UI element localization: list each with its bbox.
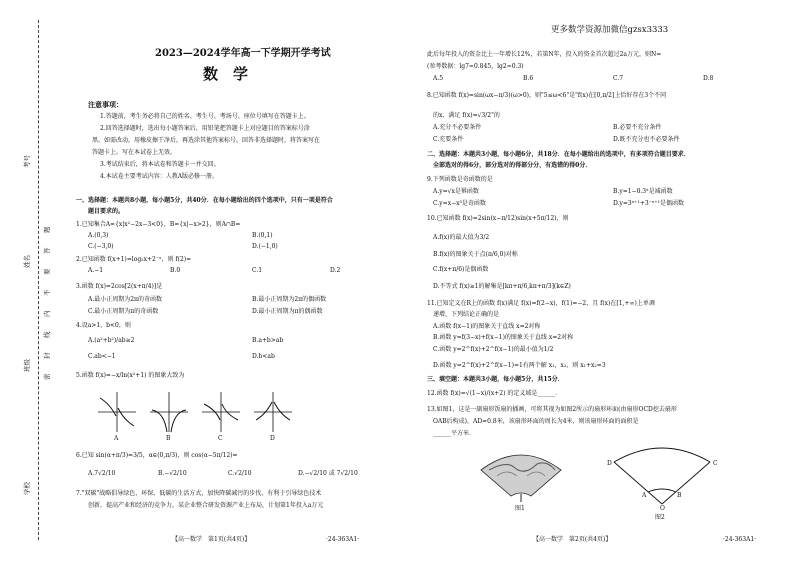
q1-stem: 1.已知集合A={x|x²−2x−3<0}，B={x|−x>2}，则A∩B= — [76, 221, 241, 228]
q10-option-b: B.f(x)的图象关于点(π/6,0)对称 — [433, 251, 518, 258]
q2-option-c: C.1 — [252, 267, 263, 274]
fan-illustration — [477, 446, 565, 504]
q3-option-c: C.最小正周期为π的奇函数 — [88, 308, 159, 315]
left-footer: 【高一数学 第1页(共4页)】 — [172, 536, 251, 543]
fig2-caption: 图2 — [655, 514, 665, 521]
q12-text: 12.函数 f(x)=√(1−x)/(x+2) 的定义域是______． — [427, 390, 562, 397]
note-item: 1.答题前，考生务必将自己的姓名、考生号、考场号、座位号填写在答题卡上。 — [100, 113, 310, 120]
q8-option-a: A.充分不必要条件 — [433, 124, 482, 131]
q5-graph-d — [254, 390, 292, 434]
q5-label-b: B — [166, 435, 171, 442]
note-item: 答题卡上。写在本试卷上无效。 — [92, 149, 177, 156]
fig2-label-a: A — [642, 492, 647, 499]
binding-label-school: 学校 — [23, 482, 31, 495]
q5-label-a: A — [114, 435, 119, 442]
q6-option-a: A.7√2/10 — [88, 470, 116, 477]
section2-heading-cont: 全部选对的得6分，部分选对的得部分分，有选错的得0分． — [433, 162, 592, 169]
q5-stem: 5.函数 f(x)=−x/ln(x²+1) 的图象大致为 — [76, 372, 185, 379]
q7-option-d: D.8 — [703, 75, 714, 82]
q4-option-c: C.ab<−1 — [88, 353, 116, 360]
q2-option-d: D.2 — [330, 267, 341, 274]
q9-option-b: B.y=1−0.3ˣ是减函数 — [613, 188, 673, 195]
seal-line-text: 密 封 线 内 不 要 答 题 — [43, 222, 51, 380]
binding-label-id: 考号 — [23, 155, 31, 168]
q9-option-c: C.y=x−x³是奇函数 — [433, 200, 486, 207]
q1-option-d: D.(−1,0) — [252, 243, 278, 250]
fig2-label-o: O — [660, 505, 665, 512]
q11-option-b: B.函数 y=f(3−x)+f(x−1)的图象关于直线 x=2对称 — [433, 334, 574, 341]
q8-option-b: B.必要不充分条件 — [613, 124, 662, 131]
note-item: 2.回答选择题时，选出每小题答案后，用铅笔把答题卡上对应题目的答案标号涂 — [100, 125, 310, 132]
q9-stem: 9.下列函数是奇函数的是 — [427, 176, 493, 183]
q3-option-d: D.最小正周期为π的偶函数 — [252, 308, 323, 315]
watermark: 更多数学资源加微信gzsx3333 — [551, 25, 669, 35]
q1-option-a: A.(0,3) — [88, 232, 109, 239]
q7-option-c: C.7 — [613, 75, 624, 82]
fig2-label-c: C — [713, 460, 718, 467]
notes-title: 注意事项： — [88, 100, 123, 109]
q4-option-b: B.a+b>ab — [252, 337, 284, 344]
q6-option-b: B.−√2/10 — [158, 470, 187, 477]
q2-stem: 2.已知函数 f(x+1)=log₂x+2⁻ˣ，则 f(2)= — [76, 256, 192, 263]
subject-title: 数 学 — [203, 65, 249, 83]
fig2-label-d: D — [607, 460, 612, 467]
q4-option-d: D.b<ab — [252, 353, 275, 360]
binding-label-class: 班级 — [23, 359, 31, 372]
section3-heading: 三、填空题：本题共3小题，每小题5分，共15分． — [427, 376, 564, 383]
q1-option-c: C.(−3,0) — [88, 243, 114, 250]
q4-stem: 4.设a>1，b<0，则 — [76, 322, 131, 329]
right-footer: 【高一数学 第2页(共4页)】 — [533, 536, 612, 543]
q1-option-b: B.(0,1) — [252, 232, 273, 239]
binding-label-name: 姓名 — [23, 255, 31, 268]
q5-label-c: C — [218, 435, 223, 442]
q5-label-d: D — [270, 435, 275, 442]
exam-title: 2023—2024学年高一下学期开学考试 — [155, 48, 331, 59]
q2-option-b: B.0 — [170, 267, 181, 274]
q6-option-d: D.−√2/10 或 7√2/10 — [298, 470, 358, 477]
left-footer-code: ·24-363A1· — [326, 536, 360, 543]
note-item: 黑。如需改动，用橡皮擦干净后，再选涂其他答案标号。回答非选择题时，将答案写在 — [92, 137, 321, 144]
q3-stem: 3.函数 f(x)=2cos[2(x+π/4)]是 — [76, 283, 163, 290]
fig1-caption: 图1 — [515, 505, 525, 512]
q10-option-a: A.f(x)的最大值为3/2 — [433, 234, 490, 241]
q6-option-c: C.√2/10 — [228, 470, 252, 477]
q10-option-d: D.不等式 f(x)≥1的解集是[kπ+π/6,kπ+π/3](k∈Z) — [433, 283, 571, 290]
q8-option-d: D.既不充分也不必要条件 — [613, 136, 680, 143]
section1-heading-cont: 题目要求的。 — [88, 208, 125, 215]
section2-heading: 二、选择题：本题共3小题，每小题6分，共18分．在每小题给出的选项中，有多项符合题目要求． — [427, 151, 690, 158]
q7-option-b: B.6 — [523, 75, 534, 82]
q11-option-c: C.函数 y=2^f(x)+2^f(x−1)的最小值为1/2 — [433, 346, 554, 353]
q13-line2: OAB后构成)，AD=0.8米，该扇形环面的周长为4米，则该扇形环面的面积是 — [433, 418, 639, 425]
q5-graph-c — [202, 390, 240, 434]
q11-option-a: A.函数 f(x−1)的图象关于直线 x=2对称 — [433, 323, 541, 330]
q11-line1: 11.已知定义在R上的函数 f(x)满足 f(x)=f(2−x)，f(1)=−2，且 f(x)在[1,+∞)上单调 — [427, 300, 655, 307]
q8-line1: 8.已知函数 f(x)=sin(ωx−π/3)(ω>0)，则"5≤ω<6"是"f(x)在[0,π/2]上恰好存在3个不同 — [427, 92, 667, 99]
q7-line2: 创新，提高产业和经济的竞争力，某企业整合研发资源产业上布局，计划第1年投入a万元 — [88, 502, 324, 509]
section1-heading: 一、选择题：本题共8小题，每小题5分，共40分．在每小题给出的四个选项中，只有一项是符合 — [76, 197, 333, 204]
q9-option-d: D.y=3ˣ⁺¹+3⁻ˣ⁺¹是偶函数 — [613, 200, 684, 207]
q9-option-a: A.y=√x是幂函数 — [433, 188, 479, 195]
right-footer-code: ·24-363A1· — [723, 536, 757, 543]
sector-ring-diagram — [602, 436, 722, 508]
q4-option-a: A.(a²+b²)/ab≥2 — [88, 337, 135, 344]
q10-option-c: C.f(x+π/6)是偶函数 — [433, 266, 489, 273]
fig2-label-b: B — [677, 492, 682, 499]
q7-line1: 7."双碳"战略倡导绿色、环保、低碳的生活方式，加快降碳减污的步伐，有利于引导绿色技术 — [76, 490, 322, 497]
q7-option-a: A.5 — [433, 75, 444, 82]
q7-cont-line1: 此后每年投入的资金比上一年增长12%，若第N年，投入的资金首次超过2a万元，则N= — [427, 51, 662, 58]
q10-stem: 10.已知函数 f(x)=2sin(x−π/12)sin(x+5π/12)，则 — [427, 215, 569, 222]
note-item: 3.考试结束后，将本试卷和答题卡一并交回。 — [100, 161, 220, 168]
q5-graph-b — [150, 390, 188, 434]
q11-option-d: D.函数 y=2^f(x)+2^f(x−1)=1有两个解 x₁，x₂，则 x₁+x₂=3 — [433, 362, 606, 369]
q8-option-c: C.充要条件 — [433, 136, 464, 143]
q6-stem: 6.已知 sin(α+π/3)=3/5，α∈(0,π/3)，则 cos(α−5π/12)= — [76, 452, 238, 459]
q13-line1: 13.如图1，这是一副扇形饭扇的插画，可将其视为如图2所示的扇形环面(由扇形OCD挖去扇形 — [427, 406, 677, 413]
q8-line2: 的x，满足 f(x)=√3/2"的 — [433, 112, 500, 119]
q13-line3: ______平方米． — [433, 430, 476, 437]
q5-graph-a — [98, 390, 136, 434]
q3-option-a: A.最小正周期为2π的奇函数 — [88, 296, 163, 303]
binding-line — [38, 20, 39, 540]
q7-cont-line2: (参考数据：lg7≈0.845，lg2≈0.3) — [427, 63, 524, 70]
right-page — [397, 0, 794, 561]
q11-line2: 递增，下列结论正确的是 — [433, 311, 500, 318]
note-item: 4.本试卷主要考试内容：人教A版必修一册。 — [100, 173, 219, 180]
q3-option-b: B.最小正周期为2π的偶函数 — [252, 296, 327, 303]
q2-option-a: A.−1 — [88, 267, 104, 274]
